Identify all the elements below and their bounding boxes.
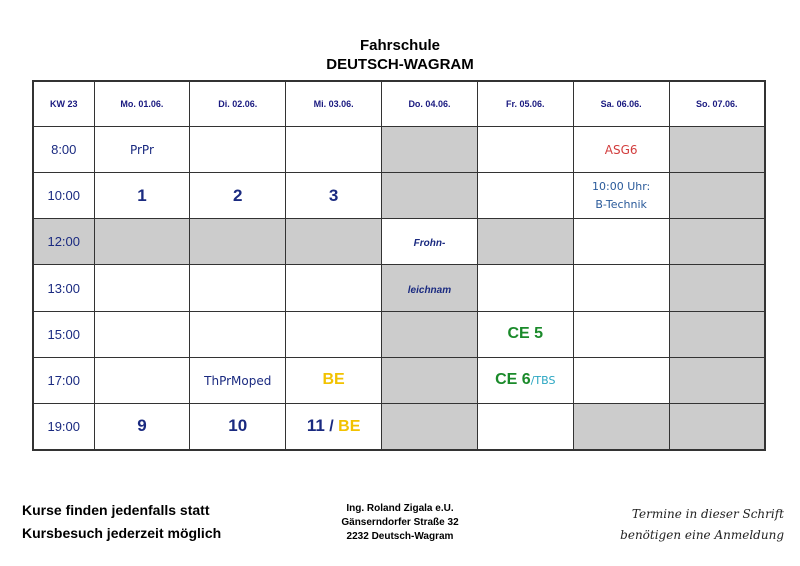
footer-note-2: Kursbesuch jederzeit möglich: [22, 525, 222, 541]
separator: /: [324, 418, 339, 436]
week-number-header: KW 23: [33, 81, 94, 127]
cell-mo-10: [94, 173, 190, 219]
cell-mi-10: [286, 173, 382, 219]
row-19: [33, 403, 765, 450]
street-address: Gänserndorfer Straße 32: [341, 517, 459, 528]
day-header-sa: Sa. 06.06.: [573, 81, 669, 127]
cell-sa-10: [573, 173, 669, 219]
cell-mo-8: [94, 127, 190, 173]
header-row: [33, 81, 765, 127]
cell-do-17: [382, 357, 478, 403]
cell-do-15: [382, 311, 478, 357]
cell-sa-8: [573, 127, 669, 173]
cell-fr-8: [477, 127, 573, 173]
time-cell: 12:00: [33, 219, 94, 265]
course-sublabel: /TBS: [530, 374, 556, 388]
holiday-label: leichnam: [407, 284, 452, 296]
time-cell: 19:00: [33, 403, 94, 450]
cell-sa-13: [573, 265, 669, 311]
row-15: [33, 311, 765, 357]
footer-address: [300, 502, 500, 544]
course-number: 3: [328, 185, 339, 205]
course-number: 1: [137, 185, 147, 205]
course-label: ASG6: [604, 143, 638, 158]
cell-so-17: [669, 357, 765, 403]
registration-note-line2: benötigen eine Anmeldung: [620, 528, 784, 542]
cell-sa-17: [573, 357, 669, 403]
cell-mi-19: [286, 403, 382, 450]
cell-di-19: [190, 403, 286, 450]
course-number: 11: [306, 416, 325, 436]
cell-do-13: [382, 265, 478, 311]
cell-mi-13: [286, 265, 382, 311]
cell-so-8: [669, 127, 765, 173]
day-header-do: Do. 04.06.: [382, 81, 478, 127]
city-address: 2232 Deutsch-Wagram: [346, 531, 454, 542]
course-label: CE 5: [507, 325, 544, 343]
cell-di-15: [190, 311, 286, 357]
schedule-table: [32, 80, 766, 451]
day-header-mo: Mo. 01.06.: [94, 81, 190, 127]
cell-fr-13: [477, 265, 573, 311]
cell-mo-15: [94, 311, 190, 357]
cell-di-13: [190, 265, 286, 311]
time-cell: 15:00: [33, 311, 94, 357]
course-label: PrPr: [129, 143, 154, 158]
company-name: Ing. Roland Zigala e.U.: [346, 503, 454, 514]
course-label: B-Technik: [595, 197, 647, 211]
course-label: 10:00 Uhr:: [592, 179, 651, 193]
holiday-label: Frohn-: [413, 238, 446, 250]
cell-mi-8: [286, 127, 382, 173]
row-13: [33, 265, 765, 311]
cell-fr-19: [477, 403, 573, 450]
cell-fr-17: [477, 357, 573, 403]
cell-mo-19: [94, 403, 190, 450]
cell-mi-12: [286, 219, 382, 265]
cell-so-19: [669, 403, 765, 450]
cell-sa-19: [573, 403, 669, 450]
time-cell: 8:00: [33, 127, 94, 173]
course-number: 2: [233, 185, 243, 205]
row-8: [33, 127, 765, 173]
school-name-line2: DEUTSCH-WAGRAM: [326, 56, 474, 73]
school-name-line1: Fahrschule: [359, 37, 441, 54]
registration-note-line1: Termine in dieser Schrift: [631, 507, 784, 521]
cell-do-12: [382, 219, 478, 265]
time-cell: 13:00: [33, 265, 94, 311]
cell-mo-17: [94, 357, 190, 403]
time-cell: 17:00: [33, 357, 94, 403]
day-header-mi: Mi. 03.06.: [286, 81, 382, 127]
time-cell: 10:00: [33, 173, 94, 219]
page-header: [0, 36, 800, 74]
cell-do-8: [382, 127, 478, 173]
cell-so-13: [669, 265, 765, 311]
row-12: [33, 219, 765, 265]
cell-mi-17: [286, 357, 382, 403]
course-number: 10: [228, 416, 248, 436]
cell-do-10: [382, 173, 478, 219]
cell-do-19: [382, 403, 478, 450]
day-header-di: Di. 02.06.: [190, 81, 286, 127]
cell-di-17: [190, 357, 286, 403]
footer-note-1: Kurse finden jedenfalls statt: [22, 502, 210, 518]
cell-di-12: [190, 219, 286, 265]
cell-so-15: [669, 311, 765, 357]
cell-so-10: [669, 173, 765, 219]
row-17: [33, 357, 765, 403]
day-header-fr: Fr. 05.06.: [477, 81, 573, 127]
course-label: BE: [338, 418, 361, 436]
cell-mi-15: [286, 311, 382, 357]
course-number: 9: [137, 416, 147, 436]
cell-sa-15: [573, 311, 669, 357]
course-label: BE: [322, 371, 345, 389]
day-header-so: So. 07.06.: [669, 81, 765, 127]
course-label: CE 6: [495, 371, 531, 389]
cell-fr-10: [477, 173, 573, 219]
cell-mo-12: [94, 219, 190, 265]
row-10: [33, 173, 765, 219]
cell-sa-12: [573, 219, 669, 265]
cell-mo-13: [94, 265, 190, 311]
cell-fr-12: [477, 219, 573, 265]
footer-notes: [22, 499, 221, 545]
cell-di-10: [190, 173, 286, 219]
footer-registration-note: [620, 504, 784, 546]
cell-so-12: [669, 219, 765, 265]
cell-fr-15: [477, 311, 573, 357]
cell-di-8: [190, 127, 286, 173]
course-label: ThPrMoped: [204, 373, 272, 388]
